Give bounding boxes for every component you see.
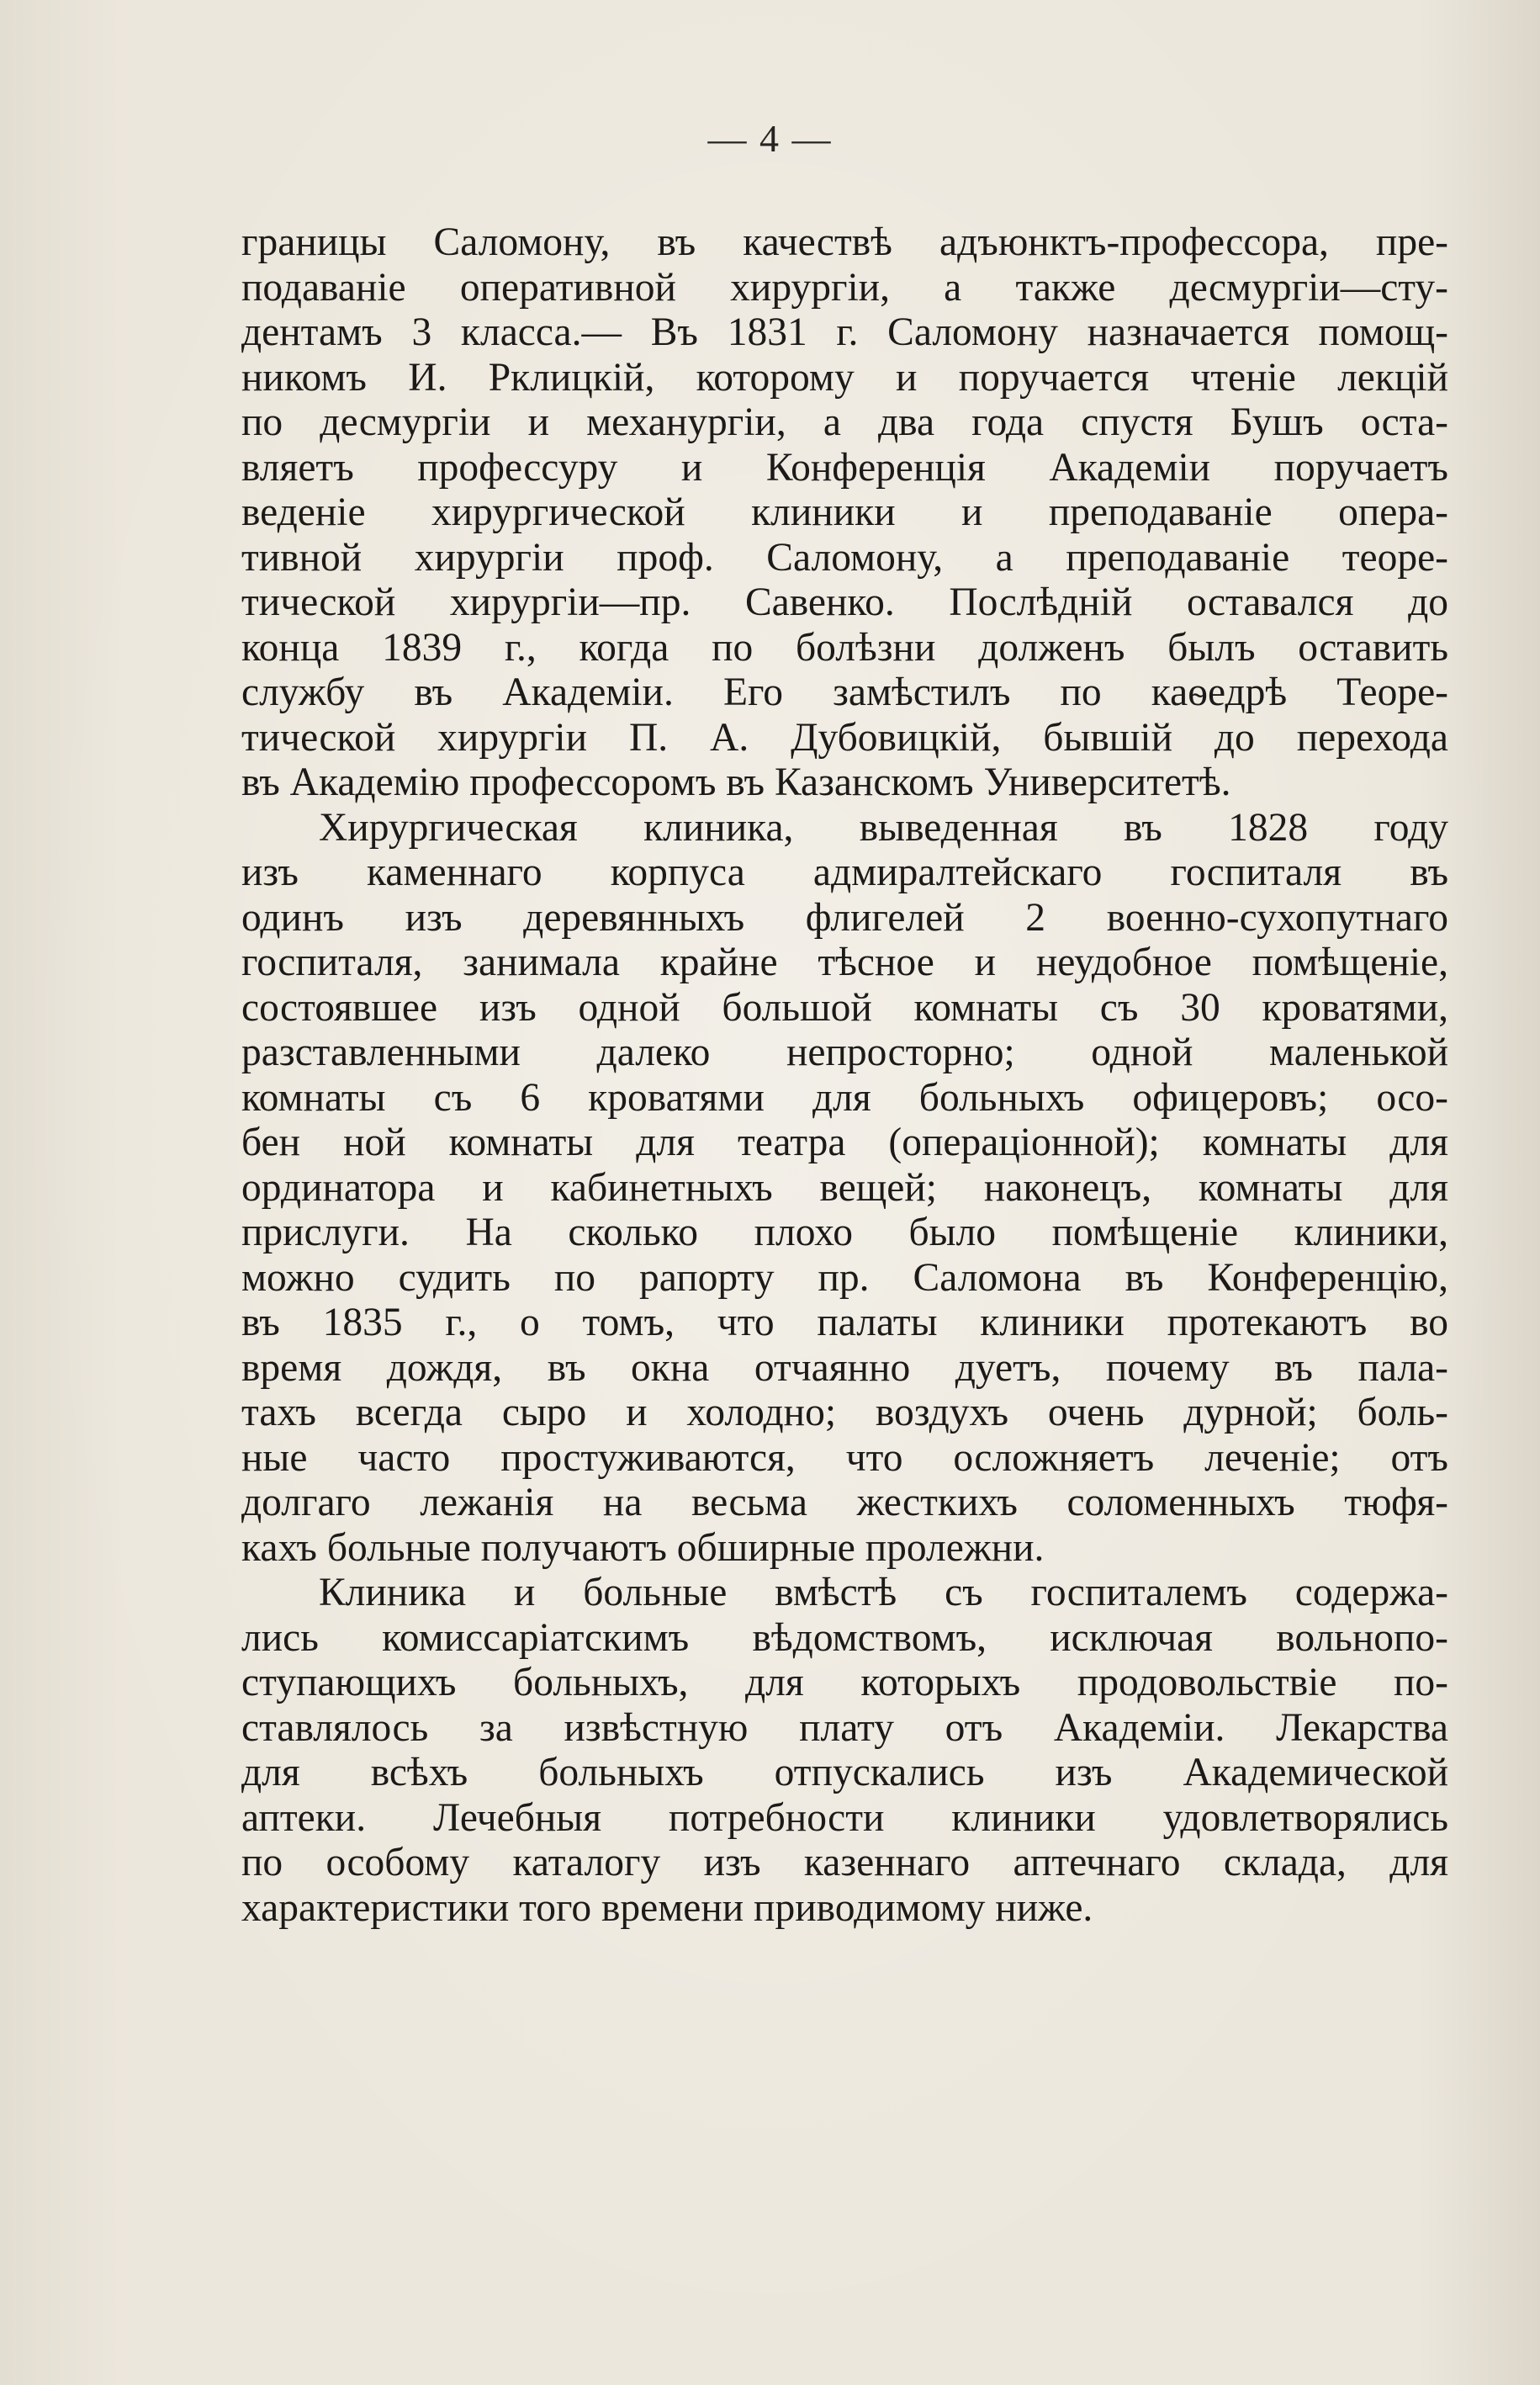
text-line: по особому каталогу изъ казеннаго аптечнаго склада, для (241, 1841, 1448, 1884)
text-line: аптеки. Лечебныя потребности клиники удовлетворялись (241, 1795, 1448, 1840)
paragraph (241, 1571, 1448, 1931)
text-line: можно судить по рапорту пр. Саломона въ Конференцію, (241, 1255, 1448, 1300)
text-line: тической хирургіи П. А. Дубовицкій, бывшій до перехода (241, 715, 1448, 760)
text-line: тахъ всегда сыро и холодно; воздухъ очень дурной; боль- (241, 1391, 1448, 1434)
text-line: ставлялось за извѣстную плату отъ Академіи. Лекарства (241, 1705, 1448, 1750)
text-line: Клиника и больные вмѣстѣ съ госпиталемъ содержа- (319, 1571, 1448, 1614)
page-number: — 4 — (707, 117, 833, 160)
paragraph (241, 806, 1448, 1571)
text-line: одинъ изъ деревянныхъ флигелей 2 военно-сухопутнаго (241, 895, 1448, 940)
text-line: подаваніе оперативной хирургіи, а также десмургіи—сту- (241, 265, 1448, 310)
body-text (241, 220, 1448, 1931)
text-line: долгаго лежанія на весьма жесткихъ соломенныхъ тюфя- (241, 1481, 1448, 1524)
text-line: никомъ И. Рклицкій, которому и поручается чтеніе лекцій (241, 355, 1448, 400)
text-line: въ 1835 г., о томъ, что палаты клиники протекаютъ во (241, 1301, 1448, 1344)
text-line: состоявшее изъ одной большой комнаты съ 30 кроватями, (241, 985, 1448, 1030)
text-line: по десмургіи и механургіи, а два года спустя Бушъ оста- (241, 400, 1448, 444)
text-line: бен ной комнаты для театра (операціонной); комнаты для (241, 1121, 1448, 1164)
text-line: тической хирургіи—пр. Савенко. Послѣдній оставался до (241, 580, 1448, 624)
text-line: ступающихъ больныхъ, для которыхъ продовольствіе по- (241, 1661, 1448, 1704)
text-line: госпиталя, занимала крайне тѣсное и неудобное помѣщеніе, (241, 941, 1448, 984)
text-line: въ Академію профессоромъ въ Казанскомъ Университетѣ. (241, 761, 1231, 804)
text-line: комнаты съ 6 кроватями для больныхъ офицеровъ; осо- (241, 1075, 1448, 1120)
text-line: кахъ больные получаютъ обширные пролежни. (241, 1525, 1045, 1570)
text-line: прислуги. На сколько плохо было помѣщеніе клиники, (241, 1211, 1448, 1254)
text-line: ные часто простуживаются, что осложняетъ леченіе; отъ (241, 1435, 1448, 1480)
text-line: Хирургическая клиника, выведенная въ 1828 году (319, 805, 1448, 850)
text-line: дентамъ 3 класса.— Въ 1831 г. Саломону назначается помощ- (241, 310, 1448, 354)
text-line: веденіе хирургической клиники и преподаваніе опера- (241, 490, 1448, 534)
text-line: границы Саломону, въ качествѣ адъюнктъ-профессора, пре- (241, 220, 1448, 264)
text-line: вляетъ профессуру и Конференція Академіи поручаетъ (241, 445, 1448, 490)
text-line: службу въ Академіи. Его замѣстилъ по каѳедрѣ Теоре- (241, 670, 1448, 714)
text-line: разставленными далеко непросторно; одной маленькой (241, 1031, 1448, 1074)
text-line: время дождя, въ окна отчаянно дуетъ, почему въ пала- (241, 1345, 1448, 1390)
paragraph (241, 220, 1448, 806)
text-line: изъ каменнаго корпуса адмиралтейскаго госпиталя въ (241, 851, 1448, 894)
text-line: ординатора и кабинетныхъ вещей; наконецъ, комнаты для (241, 1165, 1448, 1210)
text-line: характеристики того времени приводимому ниже. (241, 1885, 1093, 1930)
text-line: для всѣхъ больныхъ отпускались изъ Академической (241, 1751, 1448, 1794)
text-line: лись комиссаріатскимъ вѣдомствомъ, исключая вольнопо- (241, 1615, 1448, 1660)
text-line: тивной хирургіи проф. Саломону, а преподаваніе теоре- (241, 535, 1448, 580)
text-line: конца 1839 г., когда по болѣзни долженъ былъ оставить (241, 625, 1448, 670)
